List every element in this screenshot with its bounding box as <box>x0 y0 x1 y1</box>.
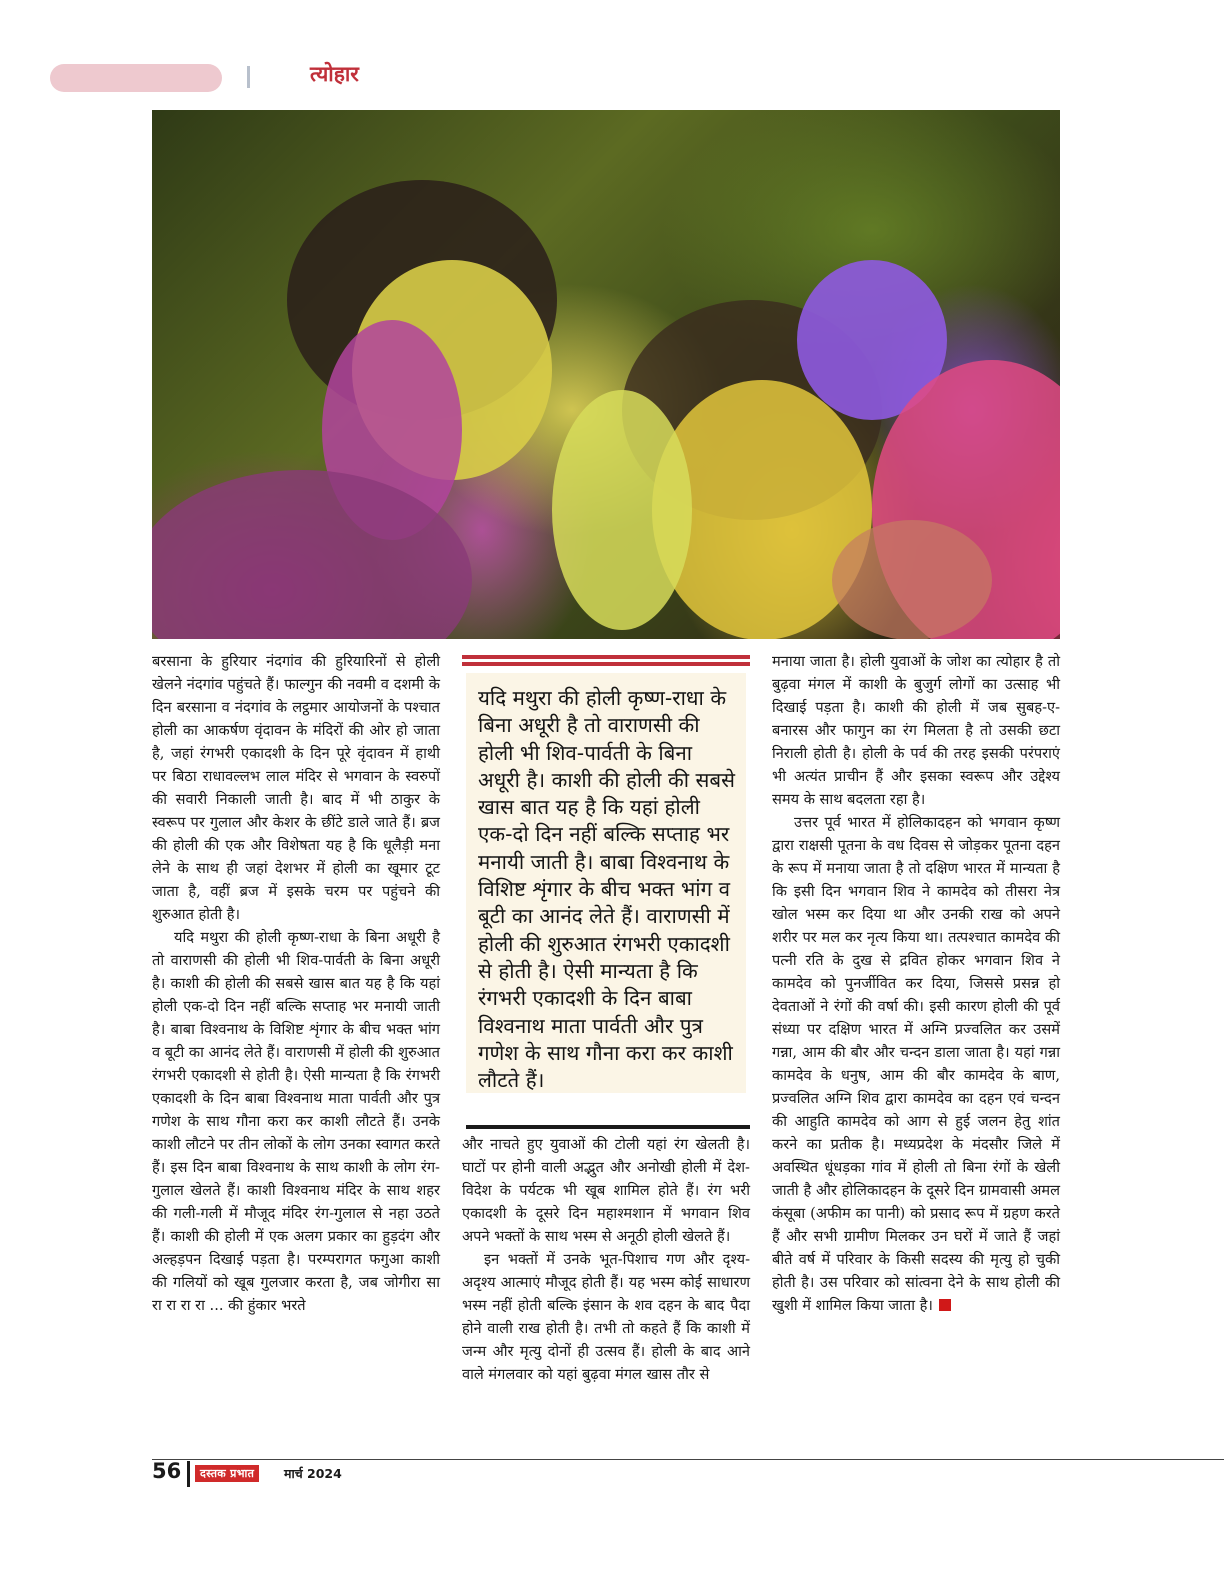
holi-colors-photo-icon <box>152 110 1060 639</box>
article-column-3 <box>772 650 1060 1317</box>
pullquote-rule <box>462 662 750 666</box>
pullquote-rule <box>462 655 750 659</box>
header-pill-decoration <box>50 64 222 92</box>
article-column-2 <box>462 1133 750 1386</box>
page-number: 56 <box>152 1459 182 1483</box>
header-separator <box>247 66 250 88</box>
paragraph: बरसाना के हुरियार नंदगांव की हुरियारिनों से होली खेलने नंदगांव पहुंचते हैं। फाल्गुन की नवमी व दशमी के दिन बरसाना व नंदगांव के लट्ठमार आयोजनों के पश्चात होली का आकर्षण वृंदावन के मंदिरों की ओर हो जाता है, जहां रंगभरी एकादशी के दिन पूरे वृंदावन में हाथी पर बिठा राधावल्लभ लाल मंदिर से भगवान के स्वरुपों की सवारी निकाली जाती है। बाद में भी ठाकुर के स्वरूप पर गुलाल और केशर के छींटे डाले जाते हैं। ब्रज की होली की एक और विशेषता यह है कि धूलैड़ी मना लेने के साथ ही जहां देशभर में होली का खूमार टूट जाता है, वहीं ब्रज में इसके चरम पर पहुंचने की शुरुआत होती है। <box>152 653 440 923</box>
footer-separator <box>187 1461 190 1487</box>
pullquote-text: यदि मथुरा की होली कृष्ण-राधा के बिना अधूरी है तो वाराणसी की होली भी शिव-पार्वती के बिना अधूरी है। काशी की होली की सबसे खास बात यह है कि यहां होली एक-दो दिन नहीं बल्कि सप्ताह भर मनायी जाती है। बाबा विश्वनाथ के विशिष्ट शृंगार के बीच भक्त भांग व बूटी का आनंद लेते हैं। वाराणसी में होली की शुरुआत रंगभरी एकादशी से होती है। ऐसी मान्यता है कि रंगभरी एकादशी के दिन बाबा विश्वनाथ माता पार्वती और पुत्र गणेश के साथ गौना करा कर काशी लौटते हैं। <box>478 686 735 1093</box>
paragraph: उत्तर पूर्व भारत में होलिकादहन को भगवान कृष्ण द्वारा राक्षसी पूतना के वध दिवस से जोड़कर पूतना दहन के रूप में मनाया जाता है तो दक्षिण भारत में मान्यता है कि इसी दिन भगवान शिव ने कामदेव को तीसरा नेत्र खोल भस्म कर दिया था और उनकी राख को अपने शरीर पर मल कर नृत्य किया था। तत्पश्चात कामदेव की पत्नी रति के दुख से द्रवित होकर भगवान शिव ने कामदेव को पुनर्जीवित कर दिया, जिससे प्रसन्न हो देवताओं ने रंगों की वर्षा की। इसी कारण होली की पूर्व संध्या पर दक्षिण भारत में अग्नि प्रज्वलित कर उसमें गन्ना, आम की बौर और चन्दन डाला जाता है। यहां गन्ना कामदेव के धनुष, आम की बौर कामदेव के बाण, प्रज्वलित अग्नि शिव द्वारा कामदेव का दहन एवं चन्दन की आहुति कामदेव को आग से हुई जलन हेतु शांत करने का प्रतीक है। मध्यप्रदेश के मंदसौर जिले में अवस्थित धूंधड़का गांव में होली तो बिना रंगों के खेली जाती है और होलिकादहन के दूसरे दिन ग्रामवासी अमल कंसूबा (अफीम का पानी) को प्रसाद रूप में ग्रहण करते हैं और सभी ग्रामीण मिलकर उन घरों में जाते हैं जहां बीते वर्ष में परिवार के किसी सदस्य की मृत्यु हो चुकी होती है। उस परिवार को सांत्वना देने के साथ होली की खुशी में शामिल किया जाता है। <box>772 814 1060 1314</box>
magazine-logo: दस्तक प्रभात <box>195 1465 259 1482</box>
paragraph: मनाया जाता है। होली युवाओं के जोश का त्योहार है तो बुढ़वा मंगल में काशी के बुजुर्ग लोगों का उत्साह भी दिखाई पड़ता है। काशी की होली में जब सुबह-ए-बनारस और फागुन का रंग मिलता है तो उसकी छटा निराली होती है। होली के पर्व की तरह इसकी परंपराएं भी अत्यंत प्राचीन हैं और इसका स्वरूप और उद्देश्य समय के साथ बदलता रहा है। <box>772 653 1060 808</box>
paragraph: इन भक्तों में उनके भूत-पिशाच गण और दृश्य-अदृश्य आत्माएं मौजूद होती हैं। यह भस्म कोई साधारण भस्म नहीं होती बल्कि इंसान के शव दहन के बाद पैदा होने वाली राख होती है। तभी तो कहते हैं कि काशी में जन्म और मृत्यु दोनों ही उत्सव हैं। होली के बाद आने वाले मंगलवार को यहां बुढ़वा मंगल खास तौर से <box>462 1251 750 1383</box>
paragraph: यदि मथुरा की होली कृष्ण-राधा के बिना अधूरी है तो वाराणसी की होली भी शिव-पार्वती के बिना अधूरी है। काशी की होली की सबसे खास बात यह है कि यहां होली एक-दो दिन नहीं बल्कि सप्ताह भर मनायी जाती है। बाबा विश्वनाथ के विशिष्ट शृंगार के बीच भक्त भांग व बूटी का आनंद लेते हैं। वाराणसी में होली की शुरुआत रंगभरी एकादशी से होती है। ऐसी मान्यता है कि रंगभरी एकादशी के दिन बाबा विश्वनाथ माता पार्वती और पुत्र गणेश के साथ गौना करा कर काशी लौटते हैं। उनके काशी लौटने पर तीन लोकों के लोग उनका स्वागत करते हैं। इस दिन बाबा विश्वनाथ के साथ काशी के लोग रंग-गुलाल खेलते हैं। काशी विश्वनाथ मंदिर के साथ शहर की गली-गली में मौजूद मंदिर रंग-गुलाल से नहा उठते हैं। काशी की होली में एक अलग प्रकार का हुड़दंग और अल्हड़पन दिखाई पड़ता है। परम्परागत फगुआ काशी की गलियों को खूब गुलजार करता है, जब जोगीरा सा रा रा रा रा ... की हुंकार भरते <box>152 929 440 1314</box>
pullquote-bottom-rule <box>466 1125 750 1129</box>
issue-date: मार्च 2024 <box>284 1466 342 1481</box>
pullquote <box>462 655 750 1130</box>
holi-photo <box>152 110 1060 639</box>
section-label: त्योहार <box>310 62 359 86</box>
paragraph: और नाचते हुए युवाओं की टोली यहां रंग खेलती है। घाटों पर होनी वाली अद्भुत और अनोखी होली में देश-विदेश के पर्यटक भी खूब शामिल होते हैं। रंग भरी एकादशी के दूसरे दिन महाश्मशान में भगवान शिव अपने भक्तों के साथ भस्म से अनूठी होली खेलते हैं। <box>462 1136 750 1245</box>
article-column-1 <box>152 650 440 1317</box>
footer-rule <box>152 1459 1224 1460</box>
end-mark-icon <box>939 1299 951 1311</box>
